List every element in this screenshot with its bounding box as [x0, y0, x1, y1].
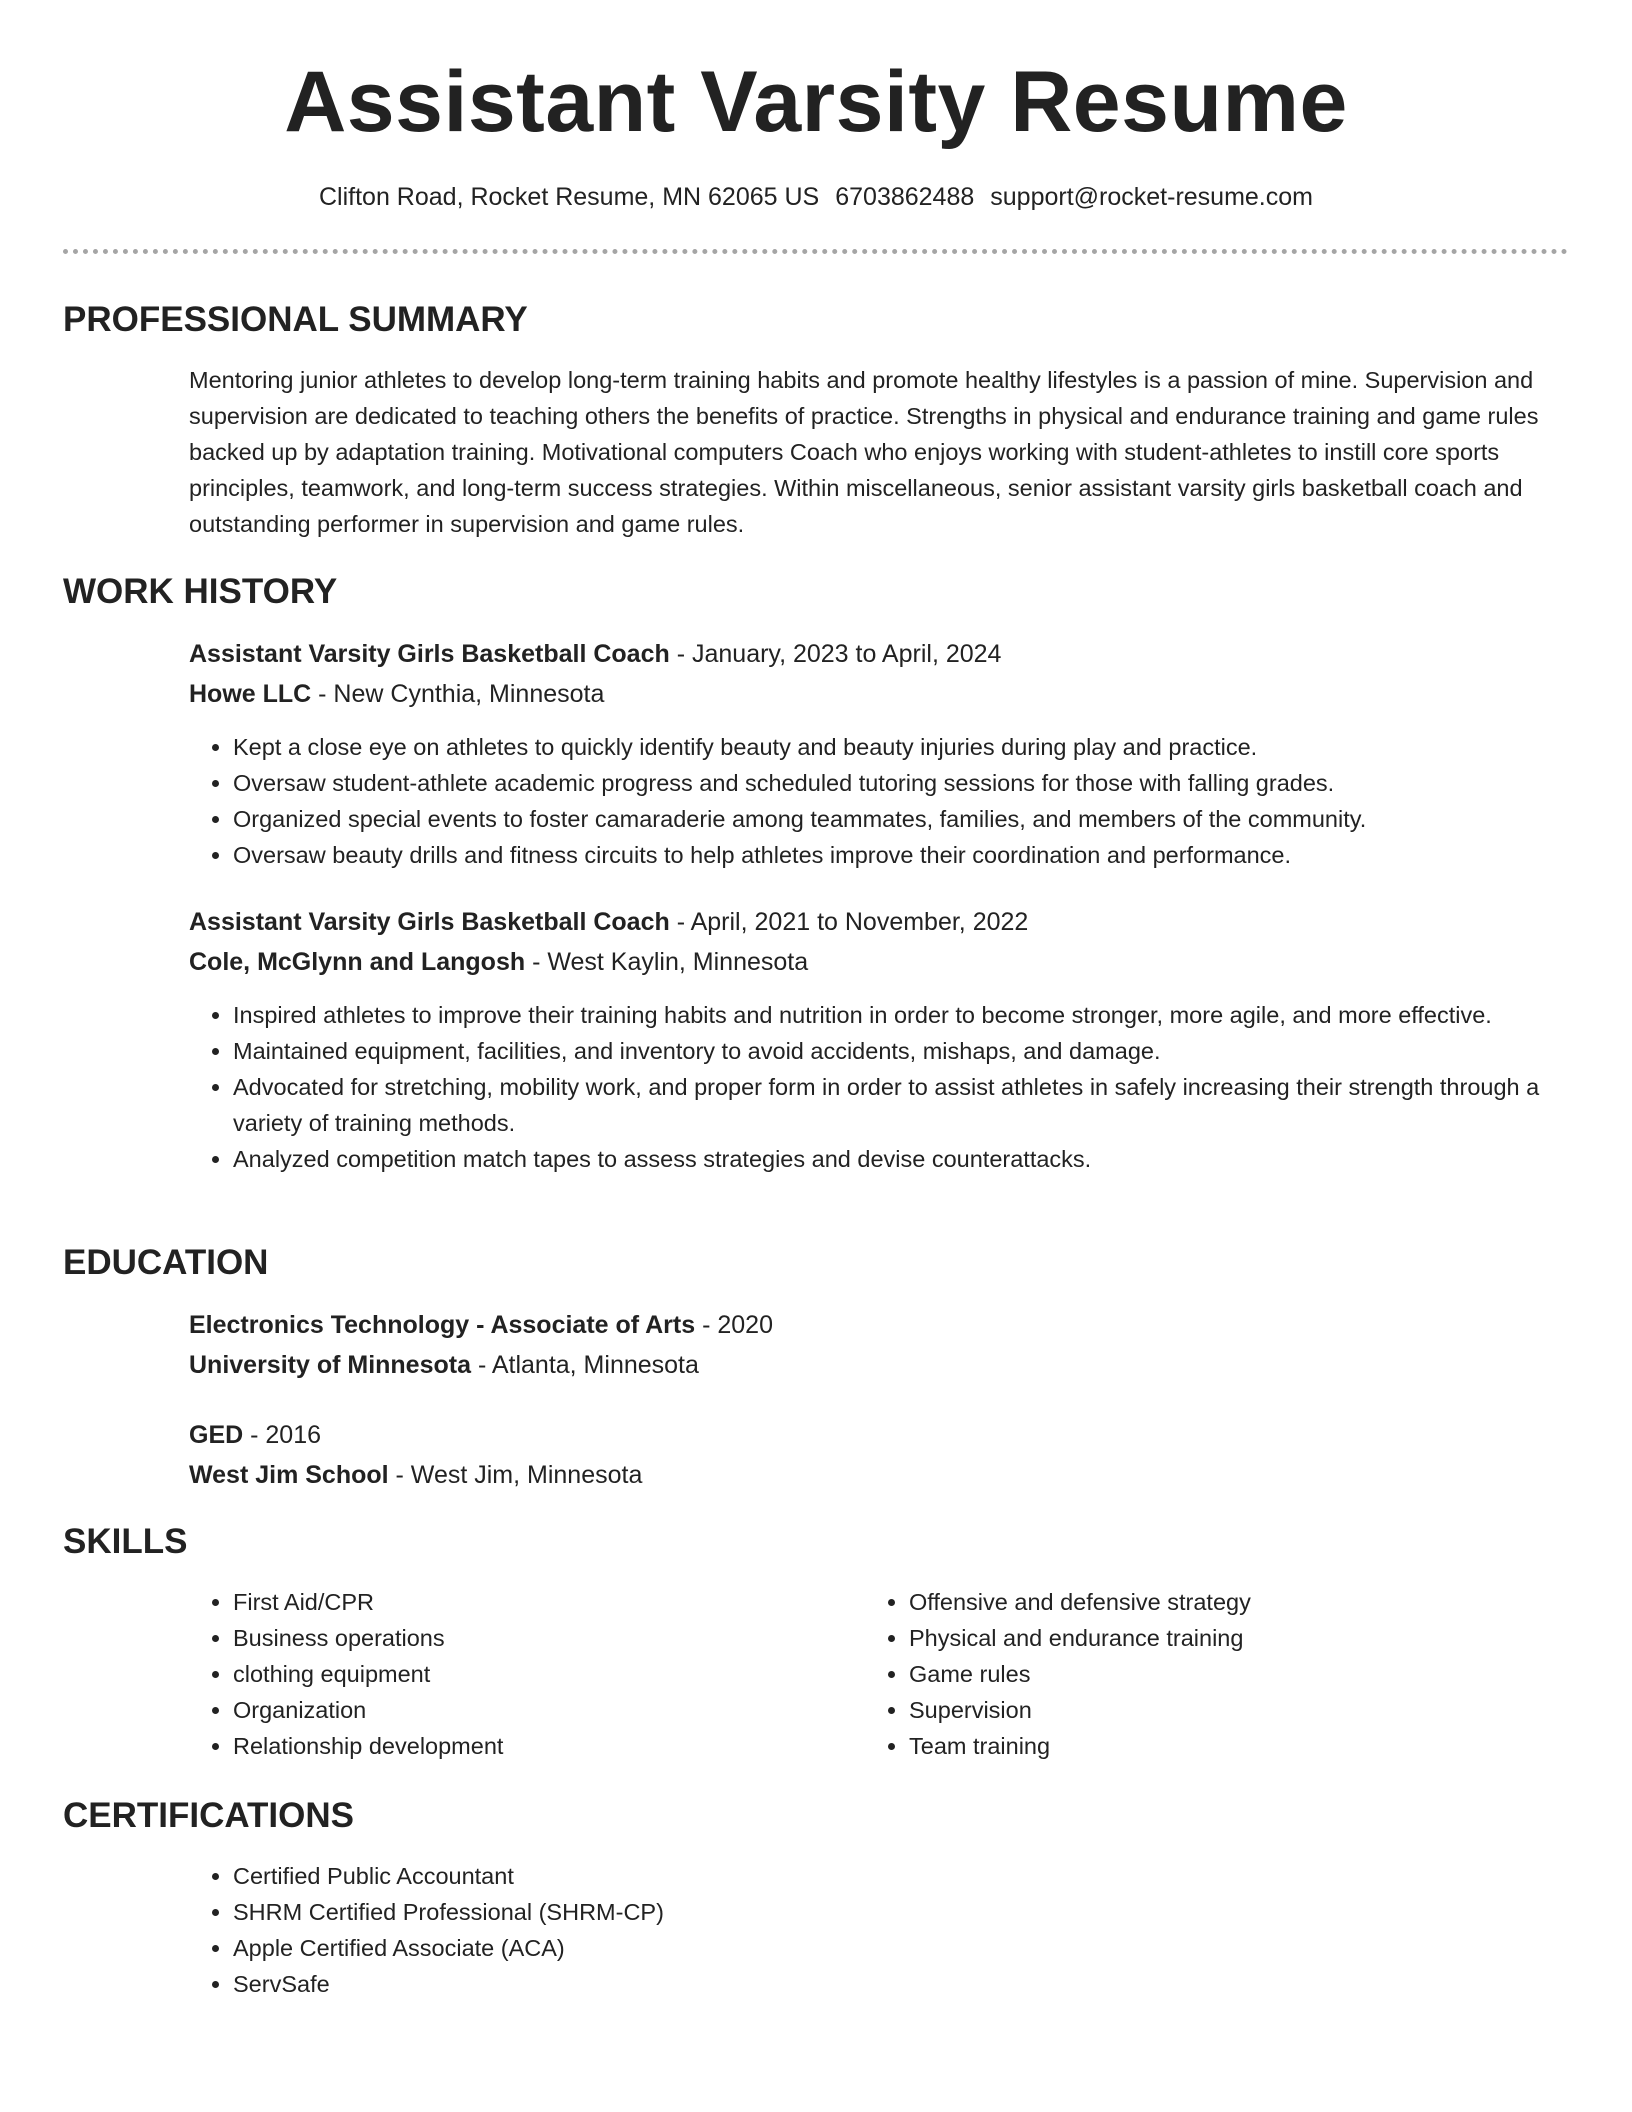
job-1-role: Assistant Varsity Girls Basketball Coach: [189, 640, 670, 668]
skills-right-list: [865, 1584, 1569, 1764]
summary-text: Mentoring junior athletes to develop long-term training habits and promote healthy lifestyles is a passion of mine. Supervision and supervision are dedicated to teaching others the benefits of practice. Strengths in physical and endurance training and game rules backed up by adaptation training. Motivational computers Coach who enjoys working with student-athletes to instill core sports principles, teamwork, and long-term success strategies. Within miscellaneous, senior assistant varsity girls basketball coach and outstanding performer in supervision and game rules.: [189, 367, 1539, 537]
list-item: • Maintained equipment, facilities, and inventory to avoid accidents, mishaps, and damage.: [233, 1033, 1573, 1069]
list-item: • Apple Certified Associate (ACA): [233, 1930, 1573, 1966]
list-item: • Offensive and defensive strategy: [909, 1584, 1569, 1620]
education-1-degree: Electronics Technology - Associate of Arts: [189, 1311, 696, 1339]
list-item: • ServSafe: [233, 1966, 1573, 2002]
work-history-heading: WORK HISTORY: [63, 572, 338, 611]
certifications-list: [189, 1858, 1573, 2002]
education-2-school-line: [189, 1457, 1569, 1493]
education-2-location: - West Jim, Minnesota: [388, 1461, 643, 1489]
education-1-degree-line: [189, 1307, 1569, 1343]
job-1-title-line: [189, 636, 1569, 672]
list-item: • Certified Public Accountant: [233, 1858, 1573, 1894]
education-1-location: - Atlanta, Minnesota: [471, 1351, 699, 1379]
education-2-degree-line: [189, 1417, 1569, 1453]
contact-email: support@rocket-resume.com: [990, 183, 1313, 211]
list-item: • Relationship development: [233, 1728, 853, 1764]
list-item: • Game rules: [909, 1656, 1569, 1692]
contact-phone: 6703862488: [835, 183, 975, 211]
list-item: • First Aid/CPR: [233, 1584, 853, 1620]
list-item: • Analyzed competition match tapes to assess strategies and devise counterattacks.: [233, 1141, 1573, 1177]
list-item: • Supervision: [909, 1692, 1569, 1728]
list-item: • Advocated for stretching, mobility work, and proper form in order to assist athletes in safely increasing their strength through a variety of training methods.: [233, 1069, 1573, 1141]
job-2-title-line: [189, 904, 1569, 940]
education-2-degree: GED: [189, 1421, 244, 1449]
job-1-location: - New Cynthia, Minnesota: [311, 680, 605, 708]
job-2-role: Assistant Varsity Girls Basketball Coach: [189, 908, 670, 936]
summary-heading: PROFESSIONAL SUMMARY: [63, 300, 528, 339]
list-item: • Team training: [909, 1728, 1569, 1764]
job-2-dates: - April, 2021 to November, 2022: [669, 908, 1029, 936]
resume-name: Assistant Varsity Resume: [284, 54, 1348, 150]
education-2-year: - 2016: [243, 1421, 322, 1449]
list-item: • Oversaw student-athlete academic progress and scheduled tutoring sessions for those with falling grades.: [233, 765, 1573, 801]
certifications-heading: CERTIFICATIONS: [63, 1796, 355, 1835]
job-1-dates: - January, 2023 to April, 2024: [669, 640, 1002, 668]
list-item: • Organization: [233, 1692, 853, 1728]
job-1-company-line: [189, 676, 1569, 712]
header-divider: [63, 249, 1568, 254]
job-1-bullets: [189, 729, 1573, 873]
job-2-bullets: [189, 997, 1573, 1177]
education-1-school-line: [189, 1347, 1569, 1383]
list-item: • Business operations: [233, 1620, 853, 1656]
education-2-school: West Jim School: [189, 1461, 389, 1489]
job-2-company: Cole, McGlynn and Langosh: [189, 948, 526, 976]
skills-heading: SKILLS: [63, 1522, 188, 1561]
education-1-school: University of Minnesota: [189, 1351, 471, 1379]
list-item: • Physical and endurance training: [909, 1620, 1569, 1656]
list-item: • Oversaw beauty drills and fitness circuits to help athletes improve their coordination and performance.: [233, 837, 1573, 873]
list-item: • Inspired athletes to improve their training habits and nutrition in order to become stronger, more agile, and more effective.: [233, 997, 1573, 1033]
job-1-company: Howe LLC: [189, 680, 312, 708]
list-item: • Organized special events to foster camaraderie among teammates, families, and members of the community.: [233, 801, 1573, 837]
list-item: • SHRM Certified Professional (SHRM-CP): [233, 1894, 1573, 1930]
contact-address: Clifton Road, Rocket Resume, MN 62065 US: [319, 183, 820, 211]
skills-left-list: [189, 1584, 853, 1764]
list-item: • clothing equipment: [233, 1656, 853, 1692]
job-2-location: - West Kaylin, Minnesota: [525, 948, 809, 976]
job-2-company-line: [189, 944, 1569, 980]
education-1-year: - 2020: [695, 1311, 773, 1339]
list-item: • Kept a close eye on athletes to quickly identify beauty and beauty injuries during play and practice.: [233, 729, 1573, 765]
contact-line: [0, 180, 1632, 214]
education-heading: EDUCATION: [63, 1243, 269, 1282]
